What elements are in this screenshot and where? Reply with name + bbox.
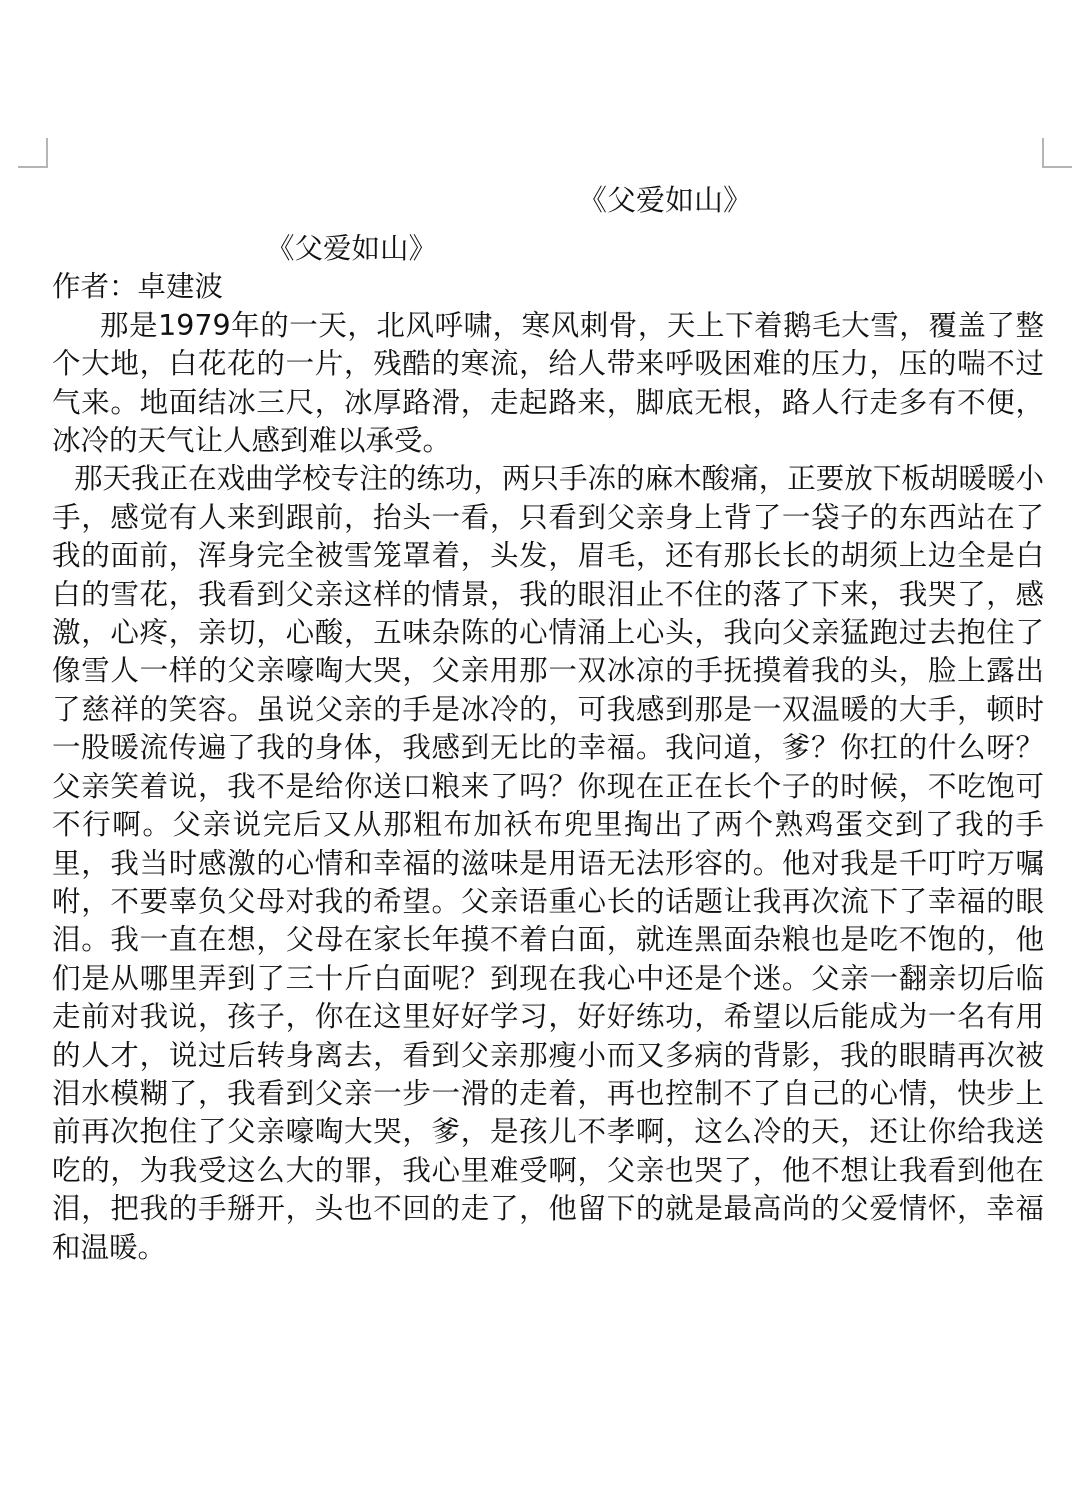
document-body	[52, 230, 1044, 1267]
paragraph-1: 那是1979年的一天，北风呼啸，寒风刺骨，天上下着鹅毛大雪，覆盖了整个大地，白花花的一片，残酷的寒流，给人带来呼吸困难的压力，压的喘不过气来。地面结冰三尺，冰厚路滑，走起路来，脚底无根，路人行走多有不便，冰冷的天气让人感到难以承受。	[52, 308, 1044, 458]
paragraph-2: 那天我正在戏曲学校专注的练功，两只手冻的麻木酸痛，正要放下板胡暖暖小手，感觉有人来到跟前，抬头一看，只看到父亲身上背了一袋子的东西站在了我的面前，浑身完全被雪笼罩着，头发，眉毛，还有那长长的胡须上边全是白白的雪花，我看到父亲这样的情景，我的眼泪止不住的落了下来，我哭了，感激，心疼，亲切，心酸，五味杂陈的心情涌上心头，我向父亲猛跑过去抱住了像雪人一样的父亲嚎啕大哭，父亲用那一双冰凉的手抚摸着我的头，脸上露出了慈祥的笑容。虽说父亲的手是冰冷的，可我感到那是一双温暖的大手，顿时一股暖流传遍了我的身体，我感到无比的幸福。我问道，爹？你扛的什么呀？父亲笑着说，我不是给你送口粮来了吗？你现在正在长个子的时候，不吃饱可不行啊。父亲说完后又从那粗布加袄布兜里掏出了两个熟鸡蛋交到了我的手里，我当时感激的心情和幸福的滋味是用语无法形容的。他对我是千叮咛万嘱咐，不要辜负父母对我的希望。父亲语重心长的话题让我再次流下了幸福的眼泪。我一直在想，父母在家长年摸不着白面，就连黑面杂粮也是吃不饱的，他们是从哪里弄到了三十斤白面呢？到现在我心中还是个迷。父亲一翻亲切后临走前对我说，孩子，你在这里好好学习，好好练功，希望以后能成为一名有用的人才，说过后转身离去，看到父亲那瘦小而又多病的背影，我的眼睛再次被泪水模糊了，我看到父亲一步一滑的走着，再也控制不了自己的心情，快步上前再次抱住了父亲嚎啕大哭，爹，是孩儿不孝啊，这么冷的天，还让你给我送吃的，为我受这么大的罪，我心里难受啊，父亲也哭了，他不想让我看到他在泪，把我的手掰开，头也不回的走了，他留下的就是最高尚的父爱情怀，幸福和温暖。	[52, 462, 1044, 1264]
top-left-margin-marker	[18, 138, 48, 168]
top-right-margin-marker	[1042, 138, 1072, 168]
author-line: 作者：卓建波	[52, 270, 224, 304]
header-title: 《父爱如山》	[578, 183, 753, 217]
document-title: 《父爱如山》	[266, 232, 438, 265]
